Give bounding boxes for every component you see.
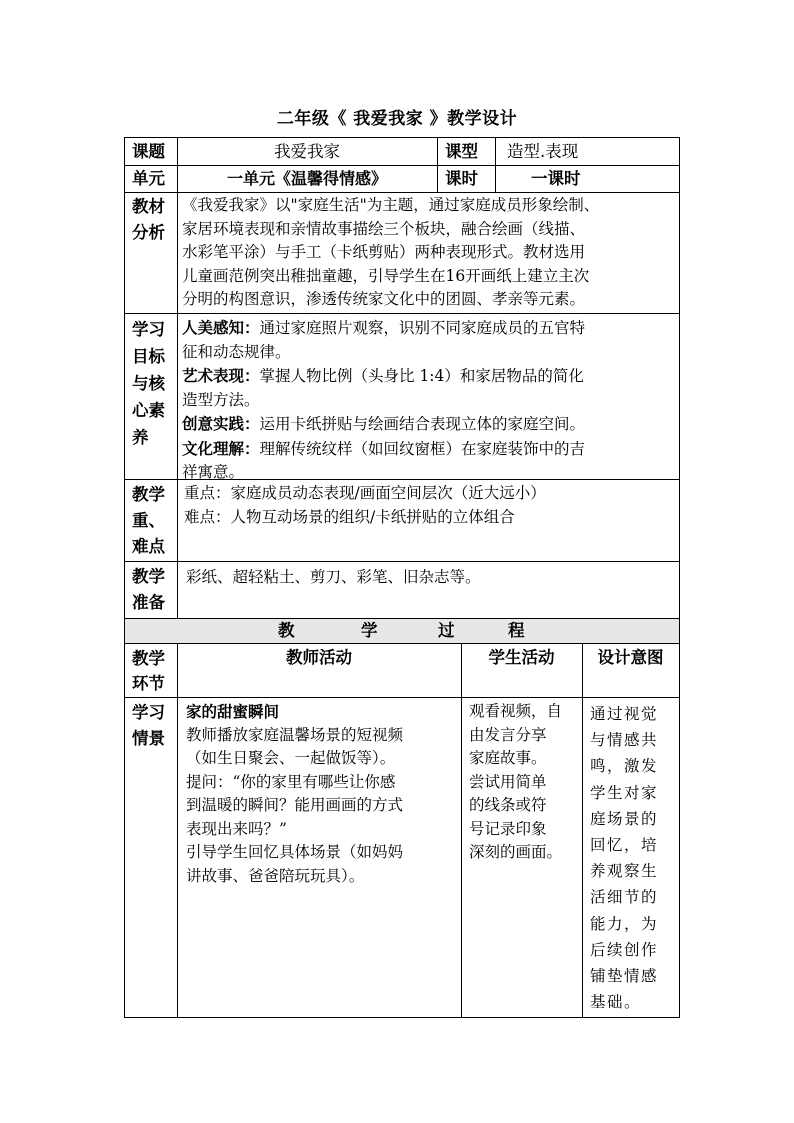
design-intent-line: 基础。 [590, 993, 642, 1012]
goal-item [182, 364, 678, 389]
student-activity [469, 700, 581, 865]
unit-label: 单元 [132, 169, 165, 188]
keypoints-label-line: 重、 [132, 511, 165, 530]
table-border [124, 643, 680, 644]
course-type-label: 课型 [445, 142, 478, 161]
goal-item [182, 437, 678, 462]
goals-label-line: 与核 [132, 374, 165, 393]
document-title: 二年级《 我爱我家 》教学设计 [276, 109, 518, 129]
process-heading-char: 教 [278, 621, 295, 640]
goal-text: 理解传统纹样（如回纹窗框）在家庭装饰中的吉 [259, 439, 586, 458]
analysis-line: 家居环境表现和亲情故事描绘三个板块，融合绘画（线描、 [182, 219, 586, 238]
process-heading-char: 过 [438, 621, 455, 640]
goal-text: 通过家庭照片观察，识别不同家庭成员的五官特 [259, 319, 586, 337]
goal-text: 掌握人物比例（头身比 1:4）和家居物品的简化 [259, 367, 584, 385]
table-border [124, 561, 680, 562]
table-border [124, 618, 680, 619]
design-intent-line: 鸣，激发 [590, 757, 659, 776]
hours-label: 课时 [445, 169, 478, 188]
stage-header-line: 环节 [132, 674, 165, 693]
teacher-activity-title: 家的甜蜜瞬间 [186, 702, 280, 721]
goal-text-cont: 造型方法。 [182, 390, 260, 409]
student-activity-line: 观看视频，自 [469, 702, 563, 720]
prep-label-line: 准备 [132, 593, 165, 612]
keypoint-line: 难点：人物互动场景的组织/卡纸拼贴的立体组合 [184, 507, 515, 526]
teacher-activity-line: 到温暖的瞬间？能用画画的方式 [186, 796, 404, 814]
design-intent-line: 后续创作 [590, 940, 659, 959]
student-activity-line: 的线条或符 [469, 796, 547, 814]
prep-label [124, 564, 177, 616]
goal-text: 运用卡纸拼贴与绘画结合表现立体的家庭空间。 [259, 415, 586, 433]
goal-text-cont: 征和动态规律。 [182, 342, 291, 361]
design-intent-line: 铺垫情感 [590, 967, 659, 986]
student-activity-line: 由发言分享 [469, 725, 547, 744]
design-intent-line: 与情感共 [590, 731, 659, 750]
process-heading-band [124, 618, 680, 643]
lesson-plan-table [124, 137, 680, 1018]
keypoints-label-line: 难点 [132, 537, 165, 556]
table-border [124, 697, 680, 698]
table-border [124, 192, 680, 193]
design-intent-line: 学生对家 [590, 783, 659, 802]
table-border [582, 643, 583, 1017]
teacher-activity-line: 提问：“你的家里有哪些让你感 [186, 772, 396, 791]
goals-label [124, 316, 177, 451]
goals-label-line: 养 [132, 428, 149, 447]
table-border [124, 137, 680, 138]
course-label: 课题 [132, 142, 165, 161]
process-heading-char: 程 [508, 621, 525, 640]
stage1-label-line: 学习 [132, 703, 165, 722]
student-activity-line: 家庭故事。 [469, 749, 547, 767]
student-activity-header: 学生活动 [488, 648, 555, 667]
keypoints-label-line: 教学 [132, 485, 165, 504]
keypoints-text [184, 482, 678, 529]
teacher-activity-line: （如生日聚会、一起做饭等）。 [186, 749, 396, 767]
goal-item [182, 412, 678, 437]
student-activity-line: 深刻的画面。 [469, 843, 563, 861]
teacher-activity [186, 700, 460, 888]
analysis-text [182, 194, 678, 312]
analysis-line: 水彩笔平涂）与手工（卡纸剪贴）两种表现形式。教材选用 [182, 243, 586, 261]
analysis-label [124, 194, 177, 246]
table-border [177, 137, 178, 618]
design-intent-header: 设计意图 [597, 648, 664, 667]
design-intent-line: 庭场景的 [590, 809, 659, 828]
teacher-activity-line: 讲故事、爸爸陪玩玩具）。 [186, 866, 365, 885]
teacher-activity-line: 引导学生回忆具体场景（如妈妈 [186, 843, 404, 861]
course-value: 我爱我家 [274, 142, 340, 161]
table-border [495, 137, 496, 192]
goal-key: 创意实践： [182, 414, 260, 433]
table-border [124, 313, 680, 314]
goals-label-line: 心素 [132, 401, 165, 420]
design-intent-line: 活细节的 [590, 888, 659, 907]
design-intent-line: 回忆，培 [590, 836, 659, 855]
stage-header-line: 教学 [132, 649, 165, 668]
analysis-line: 《我爱我家》以"家庭生活"为主题，通过家庭成员形象绘制、 [182, 196, 600, 214]
table-border [177, 643, 178, 1017]
analysis-label-line: 分析 [132, 223, 165, 242]
analysis-label-line: 教材 [132, 197, 165, 216]
keypoints-label [124, 482, 177, 560]
student-activity-line: 号记录印象 [469, 819, 547, 838]
goal-text-cont: 祥寓意。 [182, 463, 245, 481]
prep-text: 彩纸、超轻粘土、剪刀、彩笔、旧杂志等。 [186, 568, 481, 586]
teacher-activity-line: 教师播放家庭温馨场景的短视频 [186, 725, 404, 744]
goal-key: 人美感知： [182, 318, 260, 337]
student-activity-line: 尝试用简单 [469, 772, 547, 791]
table-border [461, 643, 462, 1017]
design-intent-line: 通过视觉 [590, 705, 659, 723]
table-border [124, 165, 680, 166]
goal-item [182, 316, 678, 341]
analysis-line: 儿童画范例突出稚拙童趣，引导学生在16开画纸上建立主次 [182, 266, 590, 285]
keypoint-line: 重点：家庭成员动态表现/画面空间层次（近大远小） [184, 484, 546, 502]
course-type-value: 造型.表现 [507, 142, 579, 161]
hours-value: 一课时 [531, 169, 581, 188]
teacher-activity-header: 教师活动 [286, 648, 352, 667]
design-intent [590, 701, 678, 1015]
table-border [679, 137, 680, 1018]
process-heading-char: 学 [361, 621, 378, 640]
stage1-label [124, 700, 177, 752]
analysis-line: 分明的构图意识，渗透传统家文化中的团圆、孝亲等元素。 [182, 290, 586, 308]
goal-key: 艺术表现： [182, 366, 260, 385]
stage1-label-line: 情景 [132, 729, 165, 748]
stage-header [124, 646, 177, 696]
goals-label-line: 学习 [132, 320, 165, 339]
table-border [124, 1017, 680, 1018]
prep-label-line: 教学 [132, 567, 165, 586]
goals-text [182, 316, 678, 485]
design-intent-line: 养观察生 [590, 862, 659, 881]
goals-label-line: 目标 [132, 347, 165, 366]
unit-value: 一单元《温馨得情感》 [226, 169, 387, 188]
teacher-activity-line: 表现出来吗？” [186, 819, 287, 838]
goal-key: 文化理解： [182, 438, 260, 458]
design-intent-line: 能力，为 [590, 914, 659, 933]
